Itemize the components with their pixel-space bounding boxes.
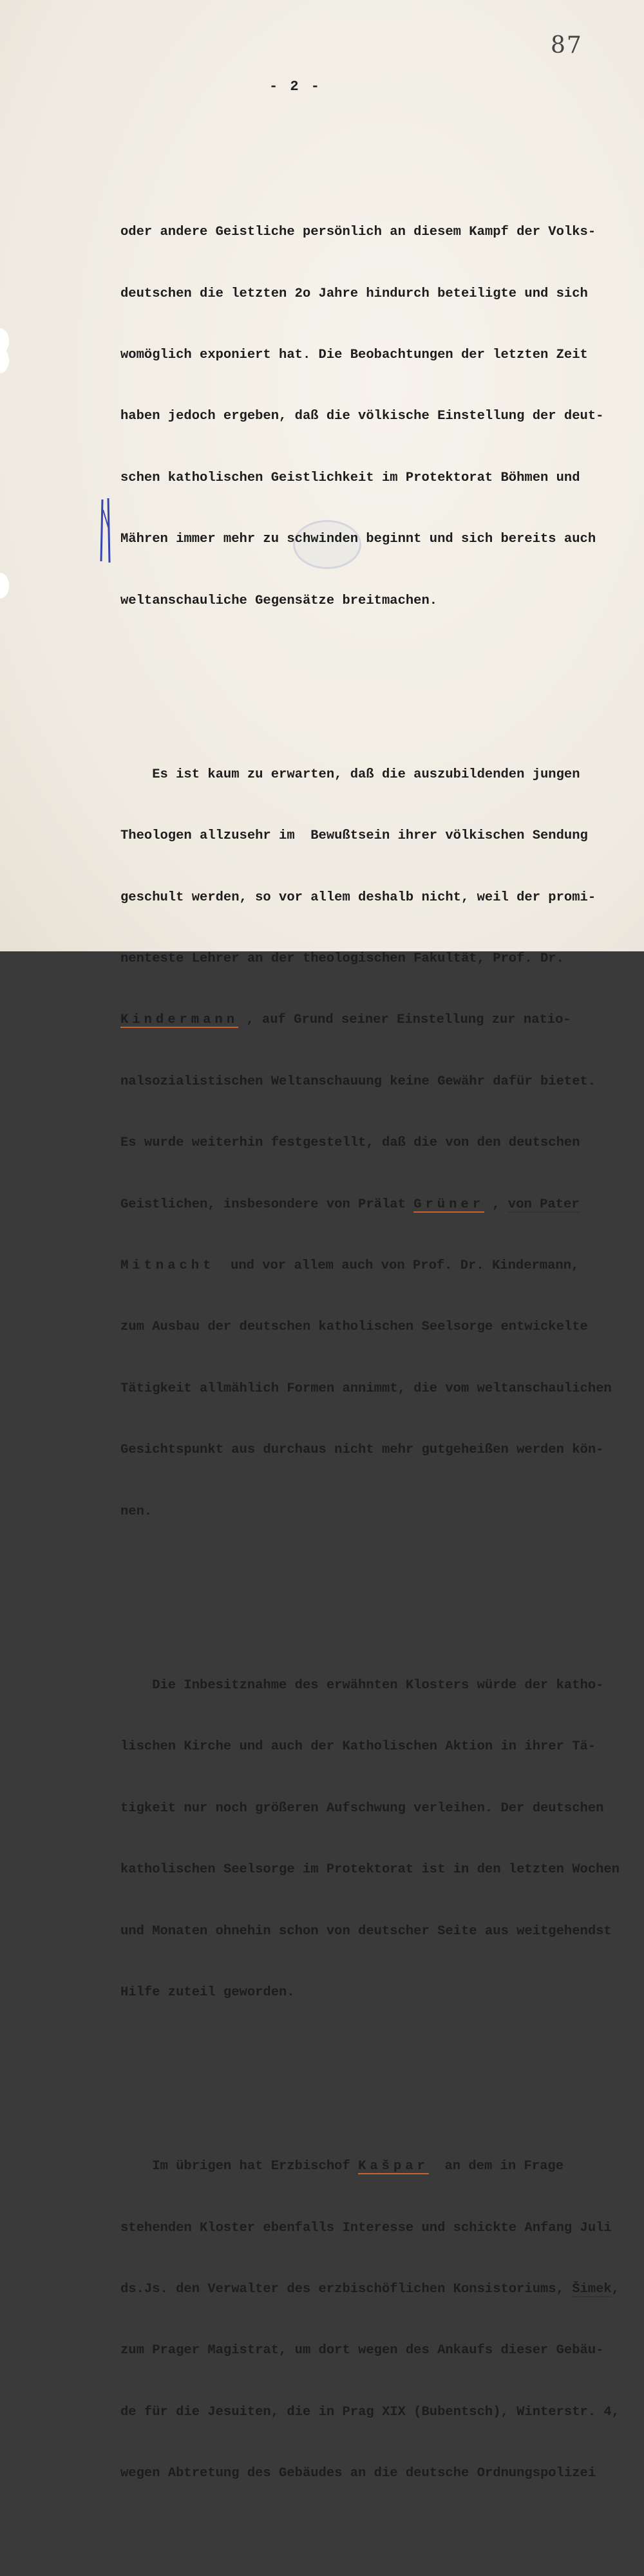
text-line	[120, 2279, 623, 2300]
text-line	[120, 2156, 623, 2177]
text-line: haben jedoch ergeben, daß die völkische Einstellung der deut-	[120, 409, 604, 424]
text-line: weltanschauliche Gegensätze breitmachen.	[120, 593, 438, 608]
text-line: womöglich exponiert hat. Die Beobachtungen der letzten Zeit	[120, 347, 588, 362]
name-mitnacht: Mitnacht	[120, 1258, 215, 1274]
text-line: stehenden Kloster ebenfalls Interesse und schickte Anfang Juli	[120, 2220, 612, 2235]
text-fragment: ,	[484, 1197, 508, 1212]
text-line: nen.	[120, 1504, 153, 1519]
text-fragment: von Pater	[507, 1197, 580, 1212]
text-line: deutschen die letzten 2o Jahre hindurch beteiligte und sich	[120, 286, 588, 301]
text-line: Die Inbesitznahme des erwähnten Klosters würde der katho-	[120, 1677, 604, 1693]
text-fragment: und vor allem auch von Prof. Dr. Kindermann,	[214, 1258, 580, 1274]
text-line: Mähren immer mehr zu schwinden beginnt und sich bereits auch	[120, 532, 596, 547]
text-line: lischen Kirche und auch der Katholischen Aktion in ihrer Tä-	[120, 1739, 596, 1755]
text-line: de für die Jesuiten, die in Prag XIX (Bubentsch), Winterstr. 4,	[120, 2404, 620, 2420]
text-line: Tätigkeit allmählich Formen annimmt, die vom weltanschaulichen	[120, 1381, 612, 1396]
text-line: oder andere Geistliche persönlich an diesem Kampf der Volks-	[120, 225, 596, 240]
text-fragment: ,	[611, 2282, 620, 2297]
text-fragment: ds.Js. den Verwalter des erzbischöflichen Konsistoriums,	[120, 2282, 573, 2297]
text-line: Hilfe zuteil geworden.	[120, 1984, 295, 2000]
text-line: nenteste Lehrer an der theologischen Fakultät, Prof. Dr.	[120, 951, 564, 967]
text-line	[120, 1010, 623, 1031]
name-kaspar: Kašpar	[358, 2159, 429, 2174]
paragraph-4	[120, 2116, 623, 2525]
text-line	[120, 1195, 623, 1215]
text-line: tigkeit nur noch größeren Aufschwung verleihen. Der deutschen	[120, 1800, 604, 1816]
text-line: zum Prager Magistrat, um dort wegen des Ankaufs dieser Gebäu-	[120, 2343, 604, 2358]
body-text	[120, 140, 623, 2576]
blue-pencil-margin-mark	[99, 497, 113, 564]
name-kindermann: Kindermann	[120, 1013, 239, 1028]
text-line: zum Ausbau der deutschen katholischen Seelsorge entwickelte	[120, 1320, 588, 1335]
text-line: Gesichtspunkt aus durchaus nicht mehr gutgeheißen werden kön-	[120, 1442, 604, 1458]
text-fragment: an dem in Frage	[428, 2159, 564, 2174]
text-line: Es ist kaum zu erwarten, daß die auszubildenden jungen	[120, 767, 580, 782]
text-line: wegen Abtretung des Gebäudes an die deutsche Ordnungspolizei	[120, 2466, 596, 2481]
text-line: Theologen allzusehr im Bewußtsein ihrer völkischen Sendung	[120, 828, 588, 844]
text-fragment: , auf Grund seiner Einstellung zur natio-	[238, 1013, 571, 1028]
text-fragment: Im übrigen hat Erzbischof	[120, 2159, 359, 2174]
punch-hole	[0, 348, 9, 373]
text-fragment: Geistlichen, insbesondere von Prälat	[120, 1197, 414, 1212]
punch-hole	[0, 573, 9, 599]
text-line: schen katholischen Geistlichkeit im Protektorat Böhmen und	[120, 470, 580, 485]
text-line	[120, 1256, 623, 1276]
text-line: und Monaten ohnehin schon von deutscher Seite aus weitgehendst	[120, 1923, 612, 1939]
paragraph-3	[120, 1634, 623, 2044]
name-gruener: Grüner	[413, 1197, 484, 1212]
paragraph-2	[120, 723, 623, 1563]
name-simek: Šimek	[572, 2282, 612, 2297]
text-line: katholischen Seelsorge im Protektorat ist in den letzten Wochen	[120, 1862, 620, 1878]
text-line: Es wurde weiterhin festgestellt, daß die von den deutschen	[120, 1135, 580, 1151]
text-line: nalsozialistischen Weltanschauung keine Gewähr dafür bietet.	[120, 1074, 596, 1089]
paragraph-1	[120, 182, 623, 652]
text-line: geschult werden, so vor allem deshalb nicht, weil der promi-	[120, 890, 596, 905]
folio-number: 87	[551, 32, 583, 59]
page-number: - 2 -	[269, 79, 322, 95]
